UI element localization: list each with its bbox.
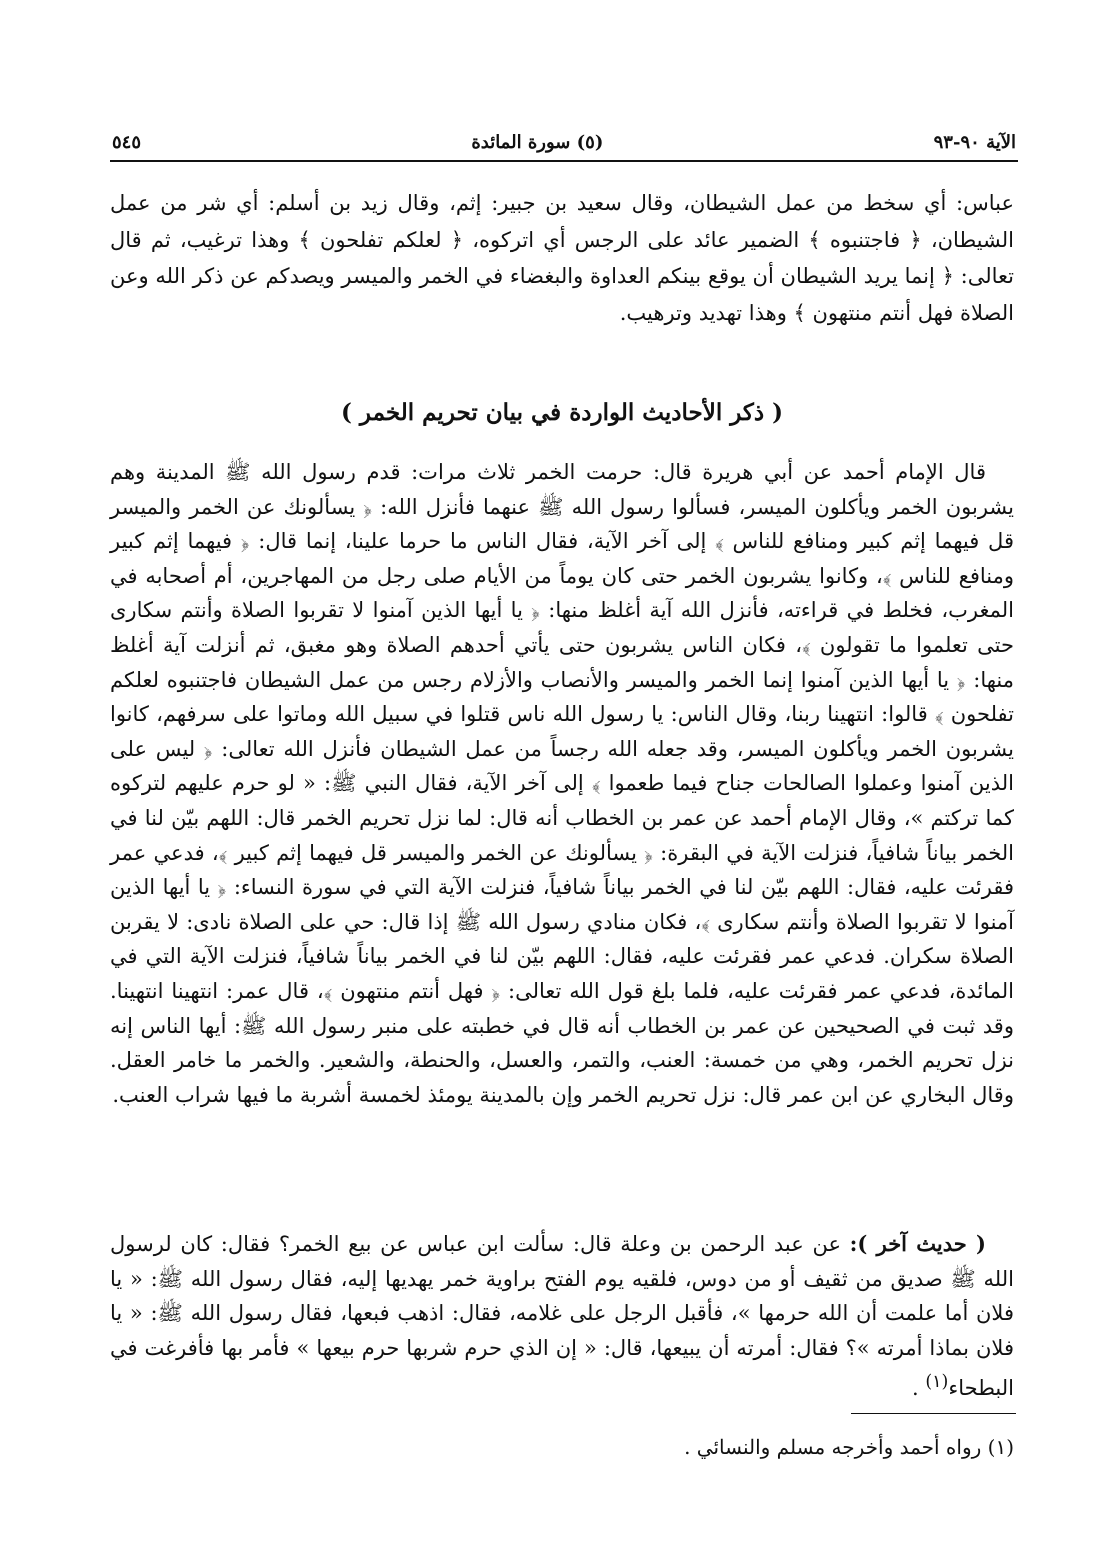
second-hadith-paragraph <box>110 1227 1014 1406</box>
page-header <box>112 126 1016 158</box>
footnote-divider <box>851 1413 1016 1414</box>
second-hadith-text <box>110 1227 1014 1406</box>
intro-text: عباس: أي سخط من عمل الشيطان، وقال سعيد بن جبير: إثم، وقال زيد بن أسلم: أي شر من عمل الشيطان، ﴿ فاجتنبوه ﴾ الضمير عائد على الرجس أي اتركوه، ﴿ لعلكم تفلحون ﴾ وهذا ترغيب، ثم قال تعالى: ﴿ إنما يريد الشيطان أن يوقع بينكم العداوة والبغضاء في الخمر والميسر ويصدكم عن ذكر الله وعن الصلاة فهل أنتم منتهون ﴾ وهذا تهديد وترهيب. <box>110 191 1014 325</box>
second-hadith-end: . <box>911 1376 926 1400</box>
section-heading: ( ذكر الأحاديث الواردة في بيان تحريم الخمر ) <box>340 399 784 426</box>
second-hadith-body: عن عبد الرحمن بن وعلة قال: سألت ابن عباس عن بيع الخمر؟ فقال: كان لرسول الله ﷺ صديق من ثقيف أو من دوس، فلقيه يوم الفتح براوية خمر يهديها إليه، فقال رسول الله ﷺ: « يا فلان أما علمت أن الله حرمها »، فأقبل الرجل على غلامه، فقال: اذهب فبعها، فقال رسول الله ﷺ: « يا فلان بماذا أمرته »؟ فقال: أمرته أن يبيعها، قال: « إن الذي حرم شربها حرم بيعها » فأمر بها فأفرغت في البطحاء <box>110 1232 1014 1400</box>
main-text: قال الإمام أحمد عن أبي هريرة قال: حرمت الخمر ثلاث مرات: قدم رسول الله ﷺ المدينة وهم يشربون الخمر ويأكلون الميسر، فسألوا رسول الله ﷺ عنهما فأنزل الله: ﴿ يسألونك عن الخمر والميسر قل فيهما إثم كبير ومنافع للناس ﴾ إلى آخر الآية، فقال الناس ما حرما علينا، إنما قال: ﴿ فيهما إثم كبير ومنافع للناس ﴾، وكانوا يشربون الخمر حتى كان يوماً من الأيام صلى رجل من المهاجرين، أم أصحابه في المغرب، فخلط في قراءته، فأنزل الله آية أغلظ منها: ﴿ يا أيها الذين آمنوا لا تقربوا الصلاة وأنتم سكارى حتى تعلموا ما تقولون ﴾، فكان الناس يشربون حتى يأتي أحدهم الصلاة وهو مغبق، ثم أنزلت آية أغلظ منها: ﴿ يا أيها الذين آمنوا إنما الخمر والميسر والأنصاب والأزلام رجس من عمل الشيطان فاجتنبوه لعلكم تفلحون ﴾ قالوا: انتهينا ربنا، وقال الناس: يا رسول الله ناس قتلوا في سبيل الله وماتوا على سرفهم، كانوا يشربون الخمر ويأكلون الميسر، وقد جعله الله رجساً من عمل الشيطان فأنزل الله تعالى: ﴿ ليس على الذين آمنوا وعملوا الصالحات جناح فيما طعموا ﴾ إلى آخر الآية، فقال النبي ﷺ: « لو حرم عليهم لتركوه كما تركتم »، وقال الإمام أحمد عن عمر بن الخطاب أنه قال: لما نزل تحريم الخمر قال: اللهم بيّن لنا في الخمر بياناً شافياً، فنزلت الآية في البقرة: ﴿ يسألونك عن الخمر والميسر قل فيهما إثم كبير ﴾، فدعي عمر فقرئت عليه، فقال: اللهم بيّن لنا في الخمر بياناً شافياً، فنزلت الآية التي في سورة النساء: ﴿ يا أيها الذين آمنوا لا تقربوا الصلاة وأنتم سكارى ﴾، فكان منادي رسول الله ﷺ إذا قال: حي على الصلاة نادى: لا يقربن الصلاة سكران. فدعي عمر فقرئت عليه، فقال: اللهم بيّن لنا في الخمر بياناً شافياً، فنزلت الآية التي في المائدة، فدعي عمر فقرئت عليه، فلما بلغ قول الله تعالى: ﴿ فهل أنتم منتهون ﴾، قال عمر: انتهينا انتهينا. وقد ثبت في الصحيحين عن عمر بن الخطاب أنه قال في خطبته على منبر رسول الله ﷺ: أيها الناس إنه نزل تحريم الخمر، وهي من خمسة: العنب، والتمر، والعسل، والحنطة، والشعير. والخمر ما خامر العقل. وقال البخاري عن ابن عمر قال: نزل تحريم الخمر وإن بالمدينة يومئذ لخمسة أشربة ما فيها شراب العنب. <box>110 460 1014 1107</box>
surah-title: (٥) سورة المائدة <box>471 131 604 153</box>
page-number: ٥٤٥ <box>112 131 142 153</box>
verse-range: الآية ٩٠-٩٣ <box>933 131 1016 153</box>
footnote-marker: (١) <box>925 1372 949 1392</box>
header-divider <box>110 160 1018 162</box>
main-paragraph <box>110 455 1014 1112</box>
intro-paragraph <box>110 185 1014 331</box>
footnote: (١) رواه أحمد وأخرجه مسلم والنسائي . <box>684 1435 1014 1459</box>
second-hadith-lead: ( حديث آخر ): <box>849 1231 986 1256</box>
